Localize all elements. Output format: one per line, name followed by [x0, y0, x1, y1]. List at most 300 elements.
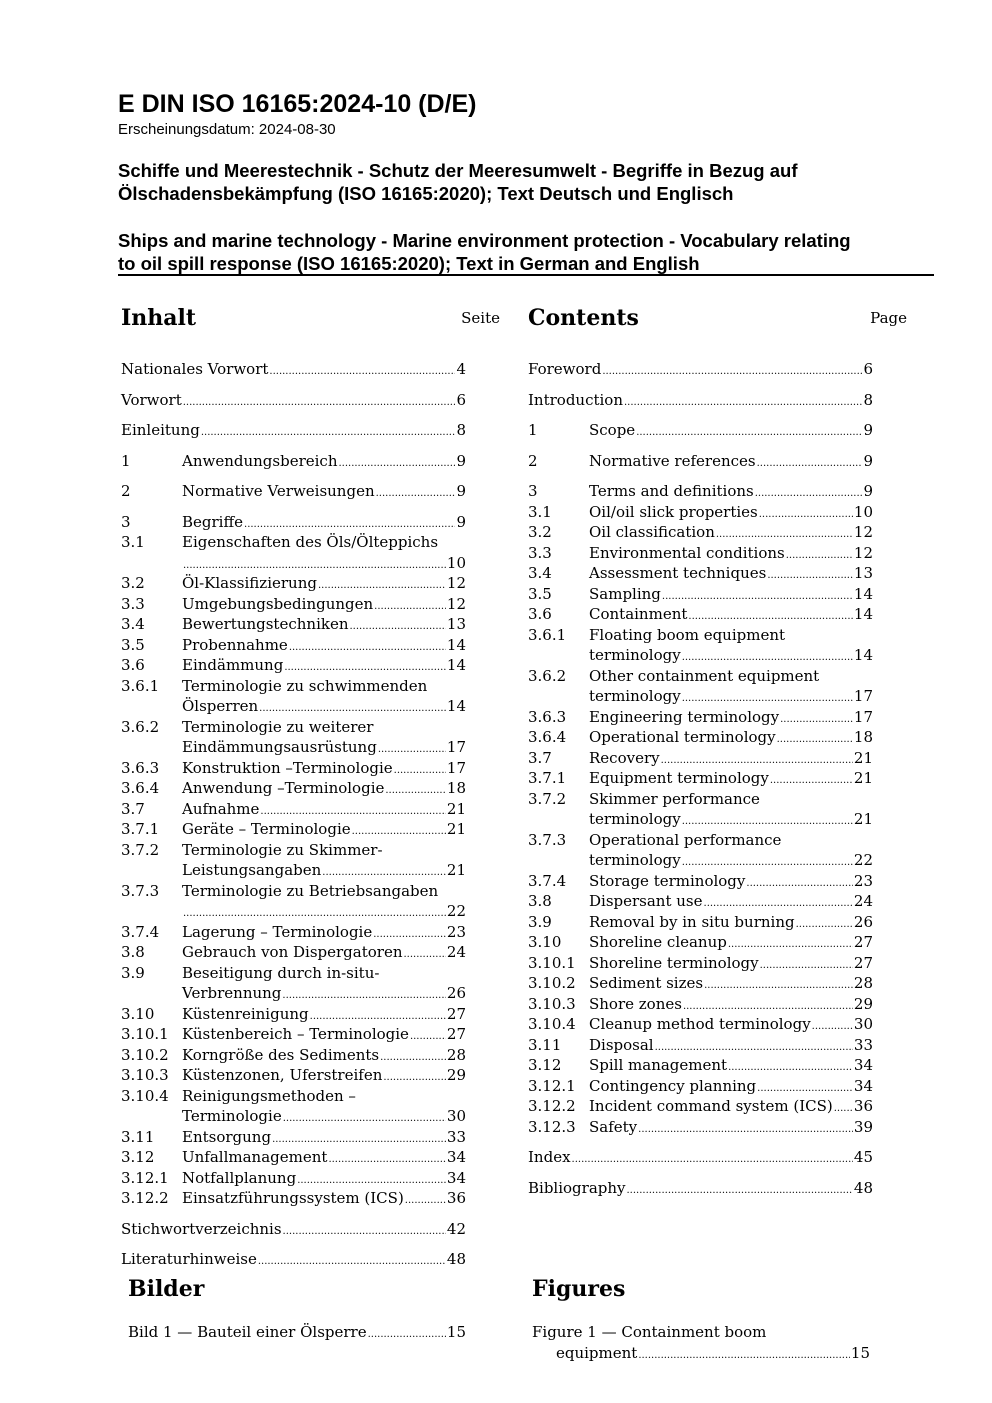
figures-german-title: Bilder [128, 1276, 205, 1302]
figure-entry-line [532, 1343, 870, 1364]
toc-entry-line [121, 737, 466, 758]
toc-entry-line [528, 1076, 873, 1097]
figures-english [532, 1276, 870, 1363]
toc-entry [528, 1096, 873, 1117]
toc-entry-page: 17 [853, 707, 873, 726]
toc-entry-line [121, 451, 466, 472]
toc-entry-line [528, 584, 873, 605]
toc-entry-text: Begriffe [182, 512, 244, 531]
toc-entry [528, 502, 873, 523]
toc-entry-page: 6 [456, 390, 466, 409]
toc-entry-page: 26 [853, 912, 873, 931]
toc-entry-text: Terminologie [182, 1107, 282, 1125]
toc-entry [528, 768, 873, 789]
toc-entry [121, 1147, 466, 1168]
figure-entry-text: equipment [556, 1343, 638, 1362]
toc-entry-page: 22 [446, 902, 466, 920]
figure-entry-line [128, 1322, 466, 1343]
toc-entry-line [528, 1096, 873, 1117]
toc-entry [528, 891, 873, 912]
figures-english-list [532, 1322, 870, 1363]
toc-entry-text: Probennahme [182, 635, 288, 654]
toc-entry-page: 34 [853, 1056, 873, 1074]
toc-entry-page: 17 [853, 687, 873, 705]
toc-german-page-label: Seite [461, 309, 500, 327]
toc-entry-page: 27 [853, 953, 873, 972]
toc-entry-page: 27 [446, 1025, 466, 1043]
toc-entry-page: 9 [863, 421, 873, 439]
toc-entry-number: 3.12 [121, 1148, 155, 1166]
toc-entry-line [121, 359, 466, 380]
toc-entry-line [528, 625, 873, 646]
toc-entry [121, 799, 466, 820]
toc-dot-leader [338, 454, 455, 475]
toc-entry-page: 14 [446, 656, 466, 674]
toc-entry-number: 3.7.4 [121, 922, 160, 941]
toc-entry-text: Terminologie zu schwimmenden [182, 676, 428, 695]
toc-entry [528, 727, 873, 748]
toc-entry-text: Korngröße des Sediments [182, 1045, 380, 1064]
toc-entry-page: 12 [446, 594, 466, 613]
toc-entry-text: Leistungsangaben [182, 861, 322, 879]
toc-entry-page: 23 [446, 922, 466, 941]
toc-entry-text: Notfallplanung [182, 1168, 297, 1187]
toc-entry [528, 1076, 873, 1097]
toc-entry-number: 3.6.2 [121, 717, 160, 736]
toc-entry-line [528, 563, 873, 584]
toc-entry-text: Gebrauch von Dispergatoren [182, 943, 403, 961]
toc-entry [528, 666, 873, 707]
toc-entry-page: 29 [446, 1066, 466, 1084]
toc-entry-line [121, 1147, 466, 1168]
toc-entry-text: Spill management [589, 1056, 728, 1074]
toc-english [528, 305, 907, 1198]
toc-entry-line [121, 1168, 466, 1189]
toc-entry [121, 614, 466, 635]
toc-entry-line [528, 1147, 873, 1168]
toc-entry-page: 9 [456, 482, 466, 500]
toc-entry [528, 1014, 873, 1035]
toc-entry-number: 3.2 [528, 523, 552, 541]
toc-dot-leader [376, 484, 456, 505]
toc-entry [528, 420, 873, 441]
toc-dot-leader [636, 423, 862, 444]
toc-entry-text: terminology [589, 851, 681, 869]
toc-english-page-label: Page [870, 309, 907, 327]
toc-entry [528, 748, 873, 769]
toc-entry-text: Eigenschaften des Öls/Ölteppichs [182, 533, 439, 551]
toc-dot-leader [258, 1252, 446, 1273]
toc-entry-text: Skimmer performance [589, 789, 760, 808]
toc-entry [528, 789, 873, 830]
toc-entry-page: 12 [446, 574, 466, 592]
toc-entry-text: Einleitung [121, 421, 200, 439]
toc-entry [528, 707, 873, 728]
toc-entry-number: 3.1 [121, 533, 145, 551]
toc-entry-number: 3.12.2 [528, 1097, 576, 1115]
toc-entry-page: 33 [853, 1035, 873, 1054]
figure-entry-page: 15 [850, 1343, 870, 1362]
toc-entry-page: 10 [853, 502, 873, 521]
toc-entry-number: 3.12.3 [528, 1117, 576, 1136]
toc-entry-text: Oil classification [589, 523, 715, 541]
toc-entry-text: Contingency planning [589, 1076, 757, 1095]
toc-entry-text: Cleanup method terminology [589, 1015, 811, 1033]
toc-english-list [528, 359, 873, 1198]
toc-entry [121, 717, 466, 758]
figure-entry-page: 15 [446, 1323, 466, 1341]
toc-entry-text: Recovery [589, 748, 660, 767]
toc-entry-text: Bewertungstechniken [182, 615, 349, 633]
toc-entry-page: 34 [853, 1076, 873, 1095]
toc-entry-line [528, 809, 873, 830]
toc-entry [121, 1065, 466, 1086]
toc-entry-line [121, 696, 466, 717]
toc-english-header [528, 305, 907, 349]
toc-entry-line [528, 912, 873, 933]
toc-entry-number: 3.10.4 [528, 1015, 576, 1033]
toc-entry-number: 3.5 [528, 584, 552, 603]
toc-entry [528, 953, 873, 974]
toc-entry-page: 6 [863, 360, 873, 378]
toc-dot-leader [624, 393, 862, 414]
toc-entry-line [121, 532, 466, 553]
toc-entry-page: 21 [446, 799, 466, 818]
toc-entry-line [528, 871, 873, 892]
toc-entry [121, 881, 466, 922]
toc-entry [121, 1127, 466, 1148]
toc-entry-line [121, 799, 466, 820]
toc-entry-text: Küstenzonen, Uferstreifen [182, 1066, 383, 1084]
toc-entry-page: 26 [446, 984, 466, 1002]
toc-entry-line [121, 1024, 466, 1045]
toc-entry-text: Küstenreinigung [182, 1004, 309, 1023]
toc-entry-page: 42 [446, 1219, 466, 1238]
toc-entry-page: 28 [446, 1045, 466, 1064]
toc-entry [528, 994, 873, 1015]
toc-entry-text: Entsorgung [182, 1127, 272, 1146]
toc-entry-text: Öl-Klassifizierung [182, 574, 317, 592]
toc-entry-line [528, 502, 873, 523]
toc-entry-line [528, 994, 873, 1015]
toc-entry-text: Lagerung – Terminologie [182, 922, 373, 941]
toc-entry-text: Eindämmung [182, 656, 284, 674]
toc-entry-text: Equipment terminology [589, 769, 769, 787]
toc-entry-line [528, 768, 873, 789]
toc-entry-number: 3.7 [528, 748, 552, 767]
toc-entry-line [121, 1106, 466, 1127]
toc-entry-page: 13 [446, 615, 466, 633]
toc-entry-text: Normative Verweisungen [182, 482, 375, 500]
toc-entry-page: 22 [853, 851, 873, 869]
toc-entry-number: 3.9 [121, 963, 145, 982]
toc-entry-line [528, 727, 873, 748]
toc-entry-page: 14 [853, 646, 873, 664]
toc-entry [121, 1024, 466, 1045]
toc-entry-text: Nationales Vorwort [121, 360, 269, 378]
toc-german-title: Inhalt [121, 305, 197, 331]
toc-entry-number: 3.10.2 [528, 974, 576, 992]
toc-entry-line [121, 717, 466, 738]
toc-entry-text: Unfallmanagement [182, 1148, 328, 1166]
toc-entry [121, 1045, 466, 1066]
toc-entry-line [528, 359, 873, 380]
toc-entry-number: 3.12.1 [528, 1076, 576, 1095]
toc-entry-text: Beseitigung durch in-situ- [182, 963, 380, 982]
toc-entry-text: Environmental conditions [589, 543, 785, 562]
toc-entry-text: Terminologie zu weiterer [182, 717, 374, 736]
toc-entry-text: Containment [589, 605, 688, 623]
toc-entry-number: 3.7.3 [528, 830, 567, 849]
toc-entry-number: 2 [528, 451, 538, 470]
toc-entry-page: 36 [446, 1189, 466, 1207]
figure-entry-line [532, 1322, 870, 1343]
title-english-line-1: Ships and marine technology - Marine environment protection - Vocabulary relating [118, 230, 851, 251]
toc-entry-line [528, 1178, 873, 1199]
toc-entry-number: 3.6.4 [528, 728, 567, 746]
toc-entry-text: Reinigungsmethoden – [182, 1086, 356, 1105]
toc-entry-line [121, 614, 466, 635]
toc-entry [528, 359, 873, 380]
toc-entry-line [528, 789, 873, 810]
toc-entry-line [121, 1127, 466, 1148]
figure-dot-leader [638, 1346, 850, 1367]
toc-entry-text: Terminologie zu Skimmer- [182, 840, 383, 859]
toc-entry [121, 778, 466, 799]
toc-entry-number: 3.7 [121, 799, 145, 818]
toc-entry [121, 655, 466, 676]
toc-entry-line [528, 953, 873, 974]
toc-entry-number: 1 [121, 451, 131, 470]
toc-entry-text: Shoreline cleanup [589, 933, 727, 951]
toc-entry-text: Introduction [528, 390, 623, 409]
toc-dot-leader [757, 454, 863, 475]
toc-entry-page: 8 [456, 421, 466, 439]
toc-entry-page: 45 [853, 1148, 873, 1166]
toc-entry-page: 21 [446, 820, 466, 838]
toc-entry-page: 14 [853, 584, 873, 603]
toc-entry-number: 3.6 [528, 605, 552, 623]
toc-entry-page: 9 [456, 451, 466, 470]
toc-entry-line [528, 451, 873, 472]
toc-entry-line [121, 922, 466, 943]
toc-entry-line [528, 420, 873, 441]
toc-entry [528, 451, 873, 472]
toc-entry-page: 14 [446, 697, 466, 715]
toc-entry-number: 3.7.1 [121, 820, 160, 838]
toc-entry-number: 3.10.4 [121, 1086, 169, 1105]
toc-entry [528, 973, 873, 994]
toc-entry-line [121, 1065, 466, 1086]
toc-entry-line [528, 830, 873, 851]
toc-entry-text: Storage terminology [589, 871, 746, 890]
toc-entry-number: 3.6.3 [528, 707, 567, 726]
toc-entry-line [528, 891, 873, 912]
toc-entry-number: 3.6.1 [528, 625, 567, 644]
toc-entry-text: Literaturhinweise [121, 1250, 257, 1268]
toc-entry-page: 9 [863, 451, 873, 470]
toc-entry-number: 3.10 [528, 933, 562, 951]
toc-entry-number: 3.3 [528, 543, 552, 562]
toc-entry [121, 758, 466, 779]
toc-entry [121, 451, 466, 472]
toc-dot-leader [627, 1181, 853, 1202]
toc-entry-page: 33 [446, 1127, 466, 1146]
toc-entry [528, 390, 873, 411]
toc-entry [121, 359, 466, 380]
toc-dot-leader [638, 1120, 853, 1141]
toc-entry [121, 532, 466, 573]
toc-entry-page: 9 [863, 482, 873, 500]
title-german [118, 159, 934, 205]
toc-entry [121, 390, 466, 411]
toc-entry-line [528, 1117, 873, 1138]
toc-entry-number: 3.6.2 [528, 666, 567, 685]
toc-entry-line [528, 522, 873, 543]
title-german-line-1: Schiffe und Meerestechnik - Schutz der Meeresumwelt - Begriffe in Bezug auf [118, 160, 798, 181]
toc-entry-page: 18 [853, 728, 873, 746]
toc-entry-line [121, 963, 466, 984]
toc-entry-line [121, 655, 466, 676]
toc-entry-line [528, 850, 873, 871]
toc-entry [121, 922, 466, 943]
toc-entry [121, 420, 466, 441]
toc-entry-text: Einsatzführungssystem (ICS) [182, 1189, 404, 1207]
toc-entry-line [121, 1249, 466, 1270]
toc-entry-number: 3.8 [121, 943, 145, 961]
header-rule [118, 274, 934, 276]
toc-entry [121, 840, 466, 881]
toc-entry-page: 34 [446, 1148, 466, 1166]
toc-entry-line [121, 881, 466, 902]
toc-entry-line [121, 1004, 466, 1025]
toc-entry-text: Foreword [528, 360, 602, 378]
toc-entry [121, 1249, 466, 1270]
toc-entry-number: 3.7.2 [121, 840, 160, 859]
toc-entry-number: 3.8 [528, 892, 552, 910]
toc-entry-text: Anwendung –Terminologie [182, 779, 385, 797]
toc-entry-text: Operational performance [589, 830, 782, 849]
toc-entry-line [121, 573, 466, 594]
toc-entry-page: 29 [853, 994, 873, 1013]
toc-entry-line [121, 1188, 466, 1209]
toc-entry-text: Removal by in situ burning [589, 912, 795, 931]
toc-entry [121, 573, 466, 594]
toc-entry-text: Umgebungsbedingungen [182, 594, 374, 613]
toc-entry-text: Verbrennung [182, 984, 282, 1002]
toc-entry-page: 17 [446, 758, 466, 777]
toc-entry-page: 23 [853, 871, 873, 890]
toc-entry-text: terminology [589, 810, 681, 828]
toc-entry-number: 3.6.4 [121, 779, 160, 797]
toc-entry-page: 21 [853, 769, 873, 787]
toc-entry-page: 17 [446, 738, 466, 756]
toc-entry-text: Eindämmungsausrüstung [182, 738, 377, 756]
toc-entry [121, 1219, 466, 1240]
toc-entry-page: 21 [446, 861, 466, 879]
toc-german [121, 305, 500, 1270]
toc-entry-text: Küstenbereich – Terminologie [182, 1025, 409, 1043]
toc-entry-number: 3.5 [121, 635, 145, 654]
toc-entry-line [121, 758, 466, 779]
figure-dot-leader [368, 1325, 446, 1346]
toc-entry-number: 3.7.3 [121, 881, 160, 900]
toc-entry-page: 12 [853, 523, 873, 541]
toc-entry-line [121, 420, 466, 441]
toc-dot-leader [572, 1150, 853, 1171]
toc-entry-line [121, 481, 466, 502]
toc-entry-text: Assessment techniques [589, 564, 767, 582]
toc-entry [528, 522, 873, 543]
toc-entry-page: 48 [446, 1250, 466, 1268]
toc-dot-leader [201, 423, 456, 444]
toc-entry [121, 1188, 466, 1209]
toc-entry [528, 871, 873, 892]
toc-entry-line [121, 860, 466, 881]
toc-entry-text: Dispersant use [589, 892, 703, 910]
toc-entry-line [528, 543, 873, 564]
toc-dot-leader [183, 393, 456, 414]
toc-german-header [121, 305, 500, 349]
toc-entry-page: 27 [853, 933, 873, 951]
toc-entry-text: Scope [589, 421, 636, 439]
toc-entry-page: 36 [853, 1097, 873, 1115]
toc-entry-line [121, 676, 466, 697]
toc-entry-text: Floating boom equipment [589, 625, 786, 644]
toc-entry [528, 912, 873, 933]
toc-entry-line [121, 1219, 466, 1240]
toc-entry-number: 3 [121, 512, 131, 531]
toc-entry-line [121, 983, 466, 1004]
toc-entry-page: 14 [853, 605, 873, 623]
toc-entry-page: 28 [853, 974, 873, 992]
toc-entry [121, 1004, 466, 1025]
toc-entry-number: 3.3 [121, 594, 145, 613]
toc-entry-line [528, 932, 873, 953]
toc-entry-line [528, 686, 873, 707]
toc-entry-text: Index [528, 1148, 571, 1166]
toc-entry-page: 27 [446, 1004, 466, 1023]
toc-entry [528, 563, 873, 584]
toc-entry-line [528, 645, 873, 666]
toc-entry [528, 584, 873, 605]
toc-entry-text: Aufnahme [182, 799, 260, 818]
toc-entry-text: Incident command system (ICS) [589, 1097, 833, 1115]
toc-dot-leader [602, 362, 862, 383]
toc-entry [528, 481, 873, 502]
toc-entry-line [528, 973, 873, 994]
toc-entry-line [121, 901, 466, 922]
toc-entry-page: 9 [456, 512, 466, 531]
toc-entry [121, 594, 466, 615]
toc-entry [528, 543, 873, 564]
toc-entry-text: Bibliography [528, 1178, 626, 1197]
toc-entry [121, 481, 466, 502]
figures-english-title: Figures [532, 1276, 626, 1302]
toc-entry [528, 1055, 873, 1076]
toc-entry [528, 830, 873, 871]
toc-entry-line [528, 748, 873, 769]
toc-entry-number: 3.10.2 [121, 1045, 169, 1064]
toc-entry-page: 24 [446, 943, 466, 961]
toc-entry [528, 932, 873, 953]
figure-entry-text: Figure 1 — Containment boom [532, 1323, 767, 1341]
document-id: E DIN ISO 16165:2024-10 (D/E) [118, 90, 477, 118]
toc-entry-number: 3.7.4 [528, 871, 567, 890]
toc-entry-line [528, 390, 873, 411]
toc-entry-page: 48 [853, 1178, 873, 1197]
toc-entry-page: 13 [853, 564, 873, 582]
